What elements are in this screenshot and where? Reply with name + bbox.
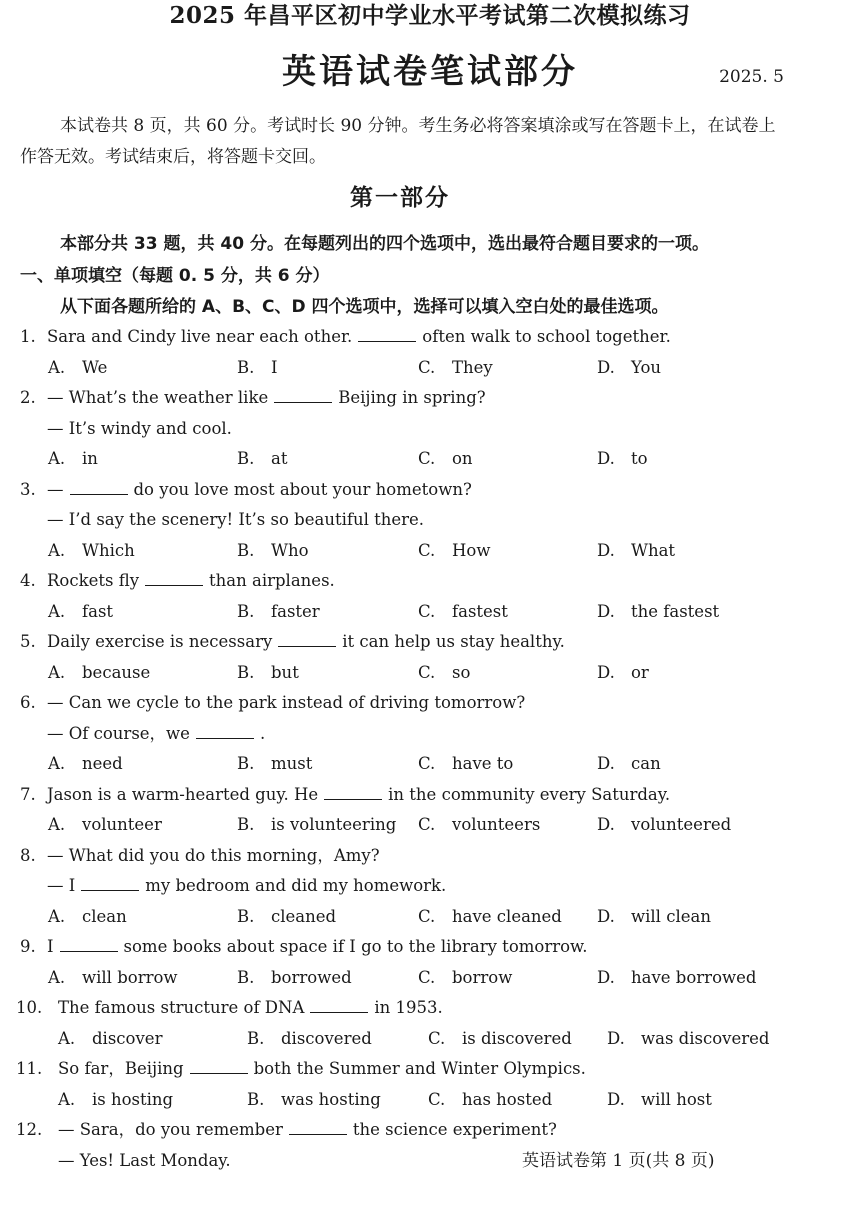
question-text: — Sara，do you remember bbox=[58, 1120, 283, 1139]
question-text: — bbox=[47, 479, 64, 499]
question-text: do you love most about your hometown? bbox=[133, 479, 472, 499]
question-line bbox=[20, 784, 670, 806]
question-text: in the community every Saturday. bbox=[388, 784, 671, 804]
option-text: have to bbox=[452, 754, 514, 773]
question-text: — What’s the weather like bbox=[47, 388, 269, 407]
answer-option bbox=[237, 357, 278, 379]
answer-option bbox=[247, 1028, 372, 1050]
option-text: have cleaned bbox=[452, 906, 562, 926]
option-letter: D. bbox=[597, 540, 615, 560]
answer-option bbox=[48, 906, 127, 928]
option-text: is volunteering bbox=[271, 815, 397, 834]
question-text: my bedroom and did my homework. bbox=[145, 876, 447, 895]
answer-option bbox=[597, 814, 731, 836]
option-text: volunteers bbox=[452, 815, 541, 834]
option-text: borrowed bbox=[271, 967, 352, 987]
answer-blank bbox=[190, 1059, 248, 1074]
option-text: borrow bbox=[452, 967, 513, 987]
question-text: — Yes! Last Monday. bbox=[58, 1150, 231, 1170]
answer-option bbox=[428, 1089, 552, 1111]
option-letter: C. bbox=[418, 449, 436, 468]
option-text: need bbox=[82, 754, 123, 773]
question-text: both the Summer and Winter Olympics. bbox=[253, 1059, 586, 1078]
answer-blank bbox=[81, 876, 139, 891]
question-line bbox=[20, 387, 486, 409]
option-text: was discovered bbox=[641, 1028, 770, 1048]
question-line bbox=[20, 570, 335, 592]
question-line bbox=[20, 509, 424, 531]
option-letter: B. bbox=[237, 967, 255, 987]
question-number: 11. bbox=[16, 1059, 43, 1078]
option-text: will borrow bbox=[82, 967, 178, 987]
option-letter: D. bbox=[597, 967, 615, 987]
option-letter: B. bbox=[237, 357, 255, 377]
question-text: — I bbox=[47, 876, 76, 895]
option-text: in bbox=[82, 449, 98, 468]
answer-option bbox=[237, 753, 312, 775]
question-text: often walk to school together. bbox=[422, 327, 671, 346]
answer-option bbox=[58, 1028, 162, 1050]
answer-blank bbox=[310, 998, 368, 1013]
option-text: discovered bbox=[281, 1028, 372, 1048]
option-text: volunteered bbox=[631, 815, 732, 834]
question-number: 12. bbox=[16, 1120, 43, 1139]
exam-date: 2025. 5 bbox=[719, 67, 784, 87]
question-number: 4. bbox=[20, 571, 36, 590]
answer-option bbox=[48, 540, 135, 562]
answer-option bbox=[597, 753, 661, 775]
question-number: 10. bbox=[16, 998, 43, 1017]
answer-option bbox=[418, 753, 513, 775]
answer-option bbox=[48, 753, 123, 775]
option-text: have borrowed bbox=[631, 967, 757, 987]
answer-option bbox=[418, 967, 512, 989]
answer-option bbox=[237, 906, 336, 928]
answer-option bbox=[48, 448, 98, 470]
option-text: How bbox=[452, 540, 491, 560]
option-text: will host bbox=[641, 1089, 712, 1109]
question-text: than airplanes. bbox=[209, 571, 335, 590]
option-letter: A. bbox=[48, 815, 66, 834]
option-letter: A. bbox=[48, 540, 66, 560]
answer-blank bbox=[278, 632, 336, 647]
answer-option bbox=[607, 1028, 769, 1050]
question-line bbox=[20, 326, 671, 348]
question-text: — Can we cycle to the park instead of driving tomorrow? bbox=[47, 693, 526, 712]
answer-blank bbox=[324, 785, 382, 800]
answer-blank bbox=[196, 724, 254, 739]
option-text: on bbox=[452, 449, 473, 468]
answer-option bbox=[418, 906, 562, 928]
option-text: What bbox=[631, 540, 676, 560]
option-letter: D. bbox=[597, 601, 615, 621]
option-text: is hosting bbox=[92, 1089, 174, 1109]
answer-option bbox=[237, 814, 396, 836]
question-text: Rockets fly bbox=[47, 571, 140, 590]
option-letter: B. bbox=[237, 601, 255, 621]
answer-option bbox=[418, 662, 470, 684]
option-letter: C. bbox=[418, 662, 436, 682]
paper-title: 英语试卷笔试部分 bbox=[282, 52, 578, 92]
option-text: the fastest bbox=[631, 601, 720, 621]
option-letter: D. bbox=[597, 754, 615, 773]
question-line bbox=[20, 875, 446, 897]
option-text: Who bbox=[271, 540, 309, 560]
answer-option bbox=[607, 1089, 712, 1111]
answer-option bbox=[237, 448, 287, 470]
question-number: 3. bbox=[20, 479, 36, 499]
option-text: fastest bbox=[452, 601, 508, 621]
option-letter: A. bbox=[48, 754, 66, 773]
option-letter: D. bbox=[597, 662, 615, 682]
option-letter: D. bbox=[597, 815, 615, 834]
option-text: because bbox=[82, 662, 151, 682]
question-text: Beijing in spring? bbox=[338, 388, 486, 407]
answer-option bbox=[418, 601, 508, 623]
answer-option bbox=[418, 540, 490, 562]
option-letter: B. bbox=[237, 815, 255, 834]
option-text: We bbox=[82, 357, 108, 377]
option-letter: A. bbox=[58, 1089, 76, 1109]
part-title: 第一部分 bbox=[350, 184, 450, 211]
question-text: I bbox=[47, 937, 54, 956]
answer-option bbox=[237, 601, 320, 623]
option-letter: C. bbox=[418, 754, 436, 773]
answer-option bbox=[58, 1089, 173, 1111]
question-text: — What did you do this morning，Amy? bbox=[47, 845, 380, 865]
answer-option bbox=[237, 967, 352, 989]
option-letter: A. bbox=[48, 601, 66, 621]
question-text: So far，Beijing bbox=[58, 1059, 184, 1078]
option-letter: A. bbox=[48, 662, 66, 682]
option-text: so bbox=[452, 662, 471, 682]
option-text: fast bbox=[82, 601, 114, 621]
option-letter: C. bbox=[428, 1089, 446, 1109]
question-number: 8. bbox=[20, 845, 36, 865]
question-line bbox=[16, 1058, 586, 1080]
answer-option bbox=[237, 540, 309, 562]
question-text: The famous structure of DNA bbox=[58, 998, 305, 1017]
answer-option bbox=[428, 1028, 572, 1050]
option-letter: D. bbox=[597, 449, 615, 468]
option-text: They bbox=[452, 357, 493, 377]
question-text: Sara and Cindy live near each other. bbox=[47, 327, 353, 346]
section-instruction: 从下面各题所给的 A、B、C、D 四个选项中，选择可以填入空白处的最佳选项。 bbox=[60, 297, 669, 317]
answer-option bbox=[48, 601, 113, 623]
answer-option bbox=[418, 448, 473, 470]
question-text: the science experiment? bbox=[352, 1120, 557, 1139]
option-letter: A. bbox=[58, 1028, 76, 1048]
option-text: can bbox=[631, 754, 661, 773]
option-text: clean bbox=[82, 906, 127, 926]
option-text: or bbox=[631, 662, 649, 682]
question-text: — I’d say the scenery! It’s so beautiful there. bbox=[47, 510, 425, 529]
answer-blank bbox=[289, 1120, 347, 1135]
option-letter: B. bbox=[237, 906, 255, 926]
option-letter: D. bbox=[607, 1028, 625, 1048]
option-letter: C. bbox=[418, 601, 436, 621]
question-number: 9. bbox=[20, 937, 36, 956]
page-footer: 英语试卷第 1 页(共 8 页) bbox=[522, 1151, 715, 1171]
answer-blank bbox=[70, 480, 128, 495]
answer-option bbox=[597, 357, 661, 379]
option-text: but bbox=[271, 662, 299, 682]
option-letter: A. bbox=[48, 906, 66, 926]
paper-instructions: 本试卷共 8 页，共 60 分。考试时长 90 分钟。考生务必将答案填涂或写在答题卡上，在试卷上作答无效。考试结束后，将答题卡交回。 bbox=[20, 116, 776, 167]
answer-option bbox=[597, 540, 675, 562]
answer-option bbox=[597, 967, 756, 989]
answer-blank bbox=[145, 571, 203, 586]
option-letter: D. bbox=[607, 1089, 625, 1109]
question-line bbox=[20, 631, 565, 653]
option-letter: C. bbox=[418, 815, 436, 834]
question-number: 6. bbox=[20, 693, 36, 712]
option-text: will clean bbox=[631, 906, 711, 926]
option-text: has hosted bbox=[462, 1089, 553, 1109]
answer-blank bbox=[358, 327, 416, 342]
answer-option bbox=[48, 967, 178, 989]
question-number: 2. bbox=[20, 388, 36, 407]
question-line bbox=[20, 845, 380, 867]
option-letter: B. bbox=[247, 1028, 265, 1048]
question-text: some books about space if I go to the library tomorrow. bbox=[123, 937, 588, 956]
option-letter: A. bbox=[48, 449, 66, 468]
question-text: . bbox=[259, 723, 266, 743]
answer-option bbox=[48, 814, 162, 836]
option-text: to bbox=[631, 449, 648, 468]
question-line bbox=[16, 997, 443, 1019]
option-letter: C. bbox=[418, 906, 436, 926]
question-text: — It’s windy and cool. bbox=[47, 418, 232, 438]
question-line bbox=[16, 1119, 557, 1141]
question-text: — Of course，we bbox=[47, 723, 190, 743]
option-letter: A. bbox=[48, 967, 66, 987]
answer-blank bbox=[60, 937, 118, 952]
option-letter: B. bbox=[237, 540, 255, 560]
question-text: Daily exercise is necessary bbox=[47, 632, 273, 651]
option-text: must bbox=[271, 754, 313, 773]
option-text: I bbox=[271, 357, 278, 377]
question-line bbox=[20, 723, 265, 745]
option-letter: B. bbox=[237, 449, 255, 468]
answer-option bbox=[597, 601, 719, 623]
option-text: Which bbox=[82, 540, 135, 560]
answer-option bbox=[418, 357, 493, 379]
option-letter: C. bbox=[428, 1028, 446, 1048]
part-instruction: 本部分共 33 题，共 40 分。在每题列出的四个选项中，选出最符合题目要求的一项。 bbox=[60, 234, 709, 254]
option-letter: D. bbox=[597, 906, 615, 926]
question-number: 1. bbox=[20, 327, 36, 346]
question-number: 7. bbox=[20, 784, 36, 804]
answer-blank bbox=[274, 388, 332, 403]
question-line bbox=[20, 692, 525, 714]
question-text: it can help us stay healthy. bbox=[342, 632, 565, 651]
answer-option bbox=[597, 906, 711, 928]
option-letter: C. bbox=[418, 967, 436, 987]
option-text: was hosting bbox=[281, 1089, 381, 1109]
question-line bbox=[20, 936, 587, 958]
option-text: discover bbox=[92, 1028, 163, 1048]
option-letter: B. bbox=[247, 1089, 265, 1109]
answer-option bbox=[597, 448, 648, 470]
answer-option bbox=[48, 662, 150, 684]
question-line bbox=[16, 1150, 231, 1172]
option-text: volunteer bbox=[82, 815, 162, 834]
answer-option bbox=[597, 662, 649, 684]
option-letter: C. bbox=[418, 540, 436, 560]
question-line bbox=[20, 418, 232, 440]
option-letter: C. bbox=[418, 357, 436, 377]
option-text: at bbox=[271, 449, 288, 468]
question-text: in 1953. bbox=[374, 998, 443, 1017]
option-letter: B. bbox=[237, 754, 255, 773]
answer-option bbox=[48, 357, 107, 379]
answer-option bbox=[237, 662, 299, 684]
answer-option bbox=[418, 814, 540, 836]
question-line bbox=[20, 479, 472, 501]
option-text: faster bbox=[271, 601, 320, 621]
option-letter: B. bbox=[237, 662, 255, 682]
question-number: 5. bbox=[20, 632, 36, 651]
option-letter: D. bbox=[597, 357, 615, 377]
option-text: You bbox=[631, 357, 662, 377]
option-text: is discovered bbox=[462, 1028, 572, 1048]
section-title: 一、单项填空（每题 0. 5 分，共 6 分） bbox=[20, 266, 330, 286]
exam-series-title: 2025 年昌平区初中学业水平考试第二次模拟练习 bbox=[169, 2, 691, 29]
question-text: Jason is a warm-hearted guy. He bbox=[47, 784, 319, 804]
option-text: cleaned bbox=[271, 906, 337, 926]
answer-option bbox=[247, 1089, 381, 1111]
option-letter: A. bbox=[48, 357, 66, 377]
